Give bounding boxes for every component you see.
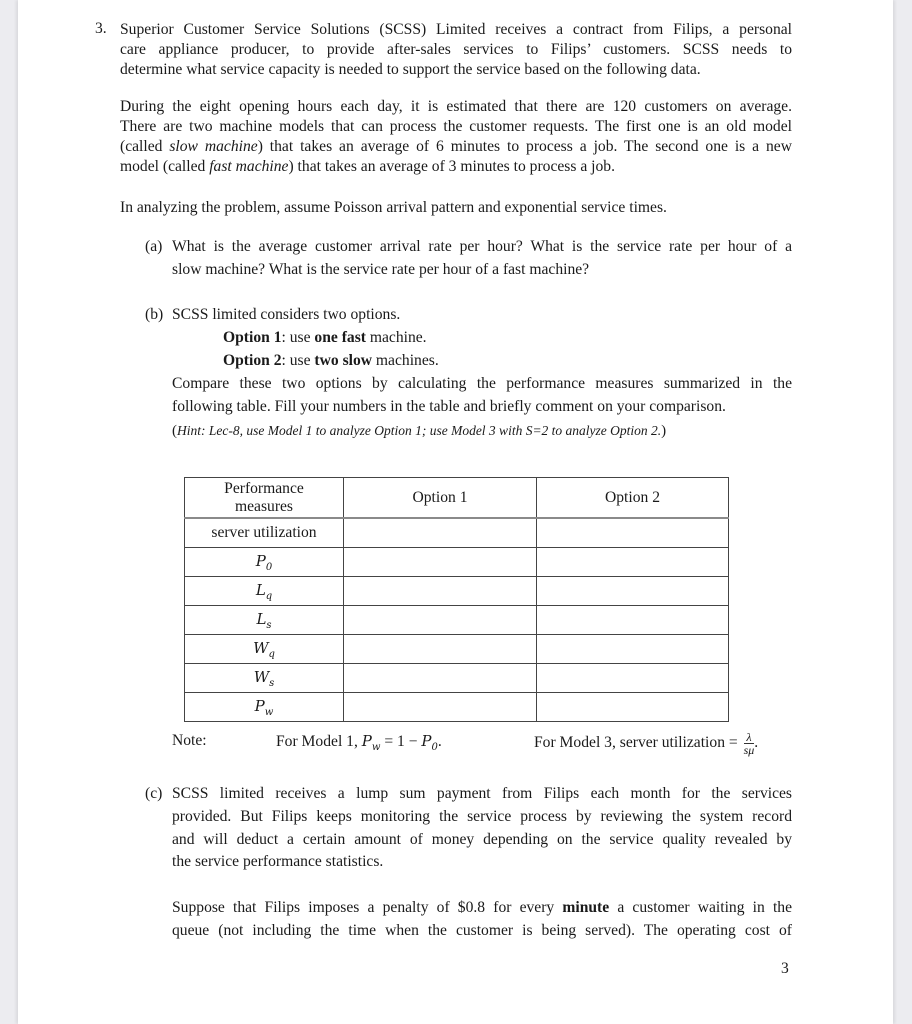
table-row — [185, 635, 729, 664]
data-line-2: There are two machine models that can process the customer requests. The first one is an old model — [120, 118, 792, 135]
cell-option-1[interactable] — [344, 518, 537, 548]
note-model-1: For Model 1, $P_w = 1 - P_0$. — [276, 732, 442, 753]
text: two slow — [314, 352, 373, 369]
text: s — [269, 677, 275, 689]
assumption-text: In analyzing the problem, assume Poisson arrival pattern and exponential service times. — [120, 199, 667, 216]
table-row — [185, 664, 729, 693]
part-b-label: (b) — [145, 306, 164, 323]
part-c-label: (c) — [145, 785, 163, 802]
intro-line-3: determine what service capacity is needed to support the service based on the following data. — [120, 61, 701, 78]
hint-content: Hint: Lec-8, use Model 1 to analyze Option 1; use Model 3 with S=2 to analyze Option 2. — [177, 423, 662, 438]
part-c-line-1: SCSS limited receives a lump sum payment from Filips each month for the services — [172, 785, 792, 802]
text: model (called — [120, 158, 210, 175]
text: (called — [120, 138, 170, 155]
header-performance-measures — [185, 478, 344, 519]
data-line-3 — [120, 137, 792, 157]
part-a-label: (a) — [145, 238, 163, 255]
text: minute — [562, 899, 610, 916]
measure-pw — [185, 693, 344, 722]
measure-server-utilization: server utilization — [185, 518, 344, 548]
table-row — [185, 606, 729, 635]
header-option-2: Option 2 — [537, 478, 729, 519]
table-header-row — [185, 478, 729, 519]
option-2-label: Option 2 — [223, 352, 282, 369]
option-1-label: Option 1 — [223, 329, 282, 346]
text: ) that takes an average of 6 minutes to process a job. The second one is a new — [257, 138, 792, 155]
text: machines. — [372, 352, 439, 369]
penalty-line-2: queue (not including the time when the customer is being served). The operating cost of — [172, 922, 792, 939]
text: ) that takes an average of 3 minutes to process a job. — [288, 158, 615, 175]
penalty-line-1 — [172, 898, 792, 918]
table-row — [185, 548, 729, 577]
cell-option-2[interactable] — [537, 606, 729, 635]
measure-lq — [185, 577, 344, 606]
text: s — [266, 619, 272, 631]
data-line-1: During the eight opening hours each day, it is estimated that there are 120 customers on average. — [120, 98, 792, 115]
text: one fast — [314, 329, 366, 346]
header-option-1: Option 1 — [344, 478, 537, 519]
text: W — [253, 638, 269, 657]
text: machine. — [365, 329, 427, 346]
hint-text: (Hint: Lec-8, use Model 1 to analyze Option 1; use Model 3 with S=2 to analyze Option 2.) — [172, 423, 667, 439]
note-model-3: For Model 3, server utilization = $\frac{\lambda}{s\mu}$ . — [534, 730, 759, 757]
page-number: 3 — [781, 960, 789, 977]
part-c-line-3: and will deduct a certain amount of money depending on the service quality revealed by — [172, 831, 792, 848]
part-c-line-4: the service performance statistics. — [172, 853, 384, 870]
table-row — [185, 577, 729, 606]
utilization-fraction — [744, 731, 755, 756]
text: L — [256, 609, 267, 628]
text: For Model 1, — [276, 733, 362, 750]
table-row — [185, 693, 729, 722]
text: 0 — [265, 561, 273, 573]
text: : use — [281, 352, 315, 369]
cell-option-2[interactable] — [537, 635, 729, 664]
part-b-intro: SCSS limited considers two options. — [172, 306, 401, 323]
measure-wq — [185, 635, 344, 664]
text: a customer waiting in the — [609, 899, 793, 916]
compare-line-2: following table. Fill your numbers in the table and briefly comment on your comparison. — [172, 398, 726, 415]
part-c-line-2: provided. But Filips keeps monitoring the service process by reviewing the system record — [172, 808, 792, 825]
text: measures — [234, 497, 294, 515]
measure-ls — [185, 606, 344, 635]
cell-option-2[interactable] — [537, 548, 729, 577]
slow-machine-term: slow machine — [169, 138, 258, 155]
question-number: 3. — [95, 20, 107, 37]
compare-line-1: Compare these two options by calculating the performance measures summarized in the — [172, 375, 792, 392]
text: L — [255, 580, 266, 599]
part-a-line-2: slow machine? What is the service rate per hour of a fast machine? — [172, 261, 590, 278]
note-label: Note: — [172, 732, 207, 749]
document-page — [18, 0, 893, 1024]
text: W — [253, 667, 270, 686]
text: λ — [744, 731, 755, 744]
cell-option-1[interactable] — [344, 635, 537, 664]
text: q — [268, 648, 275, 660]
fast-machine-term: fast machine — [209, 158, 289, 175]
cell-option-1[interactable] — [344, 606, 537, 635]
text: P — [255, 551, 266, 570]
cell-option-1[interactable] — [344, 548, 537, 577]
data-line-4 — [120, 157, 615, 177]
text: For Model 3, server utilization = — [534, 734, 742, 752]
cell-option-1[interactable] — [344, 577, 537, 606]
cell-option-2[interactable] — [537, 664, 729, 693]
performance-table — [184, 477, 729, 722]
cell-option-2[interactable] — [537, 518, 729, 548]
text: Suppose that Filips imposes a penalty of $0.8 for every — [172, 899, 563, 916]
intro-line-1: Superior Customer Service Solutions (SCSS) Limited receives a contract from Filips, a personal — [120, 21, 792, 38]
option-2-text — [223, 351, 439, 371]
text: : use — [281, 329, 315, 346]
cell-option-2[interactable] — [537, 693, 729, 722]
cell-option-1[interactable] — [344, 693, 537, 722]
text: sμ — [743, 743, 755, 757]
cell-option-2[interactable] — [537, 577, 729, 606]
intro-line-2: care appliance producer, to provide after-sales services to Filips’ customers. SCSS needs to — [120, 41, 792, 58]
text: q — [265, 590, 273, 602]
measure-p0 — [185, 548, 344, 577]
text: Performance — [224, 479, 304, 497]
measure-ws — [185, 664, 344, 693]
table-row — [185, 518, 729, 548]
part-a-line-1: What is the average customer arrival rate per hour? What is the service rate per hour of a — [172, 238, 792, 255]
text: P — [254, 696, 265, 715]
cell-option-1[interactable] — [344, 664, 537, 693]
text: w — [264, 706, 274, 718]
option-1-text — [223, 328, 427, 348]
